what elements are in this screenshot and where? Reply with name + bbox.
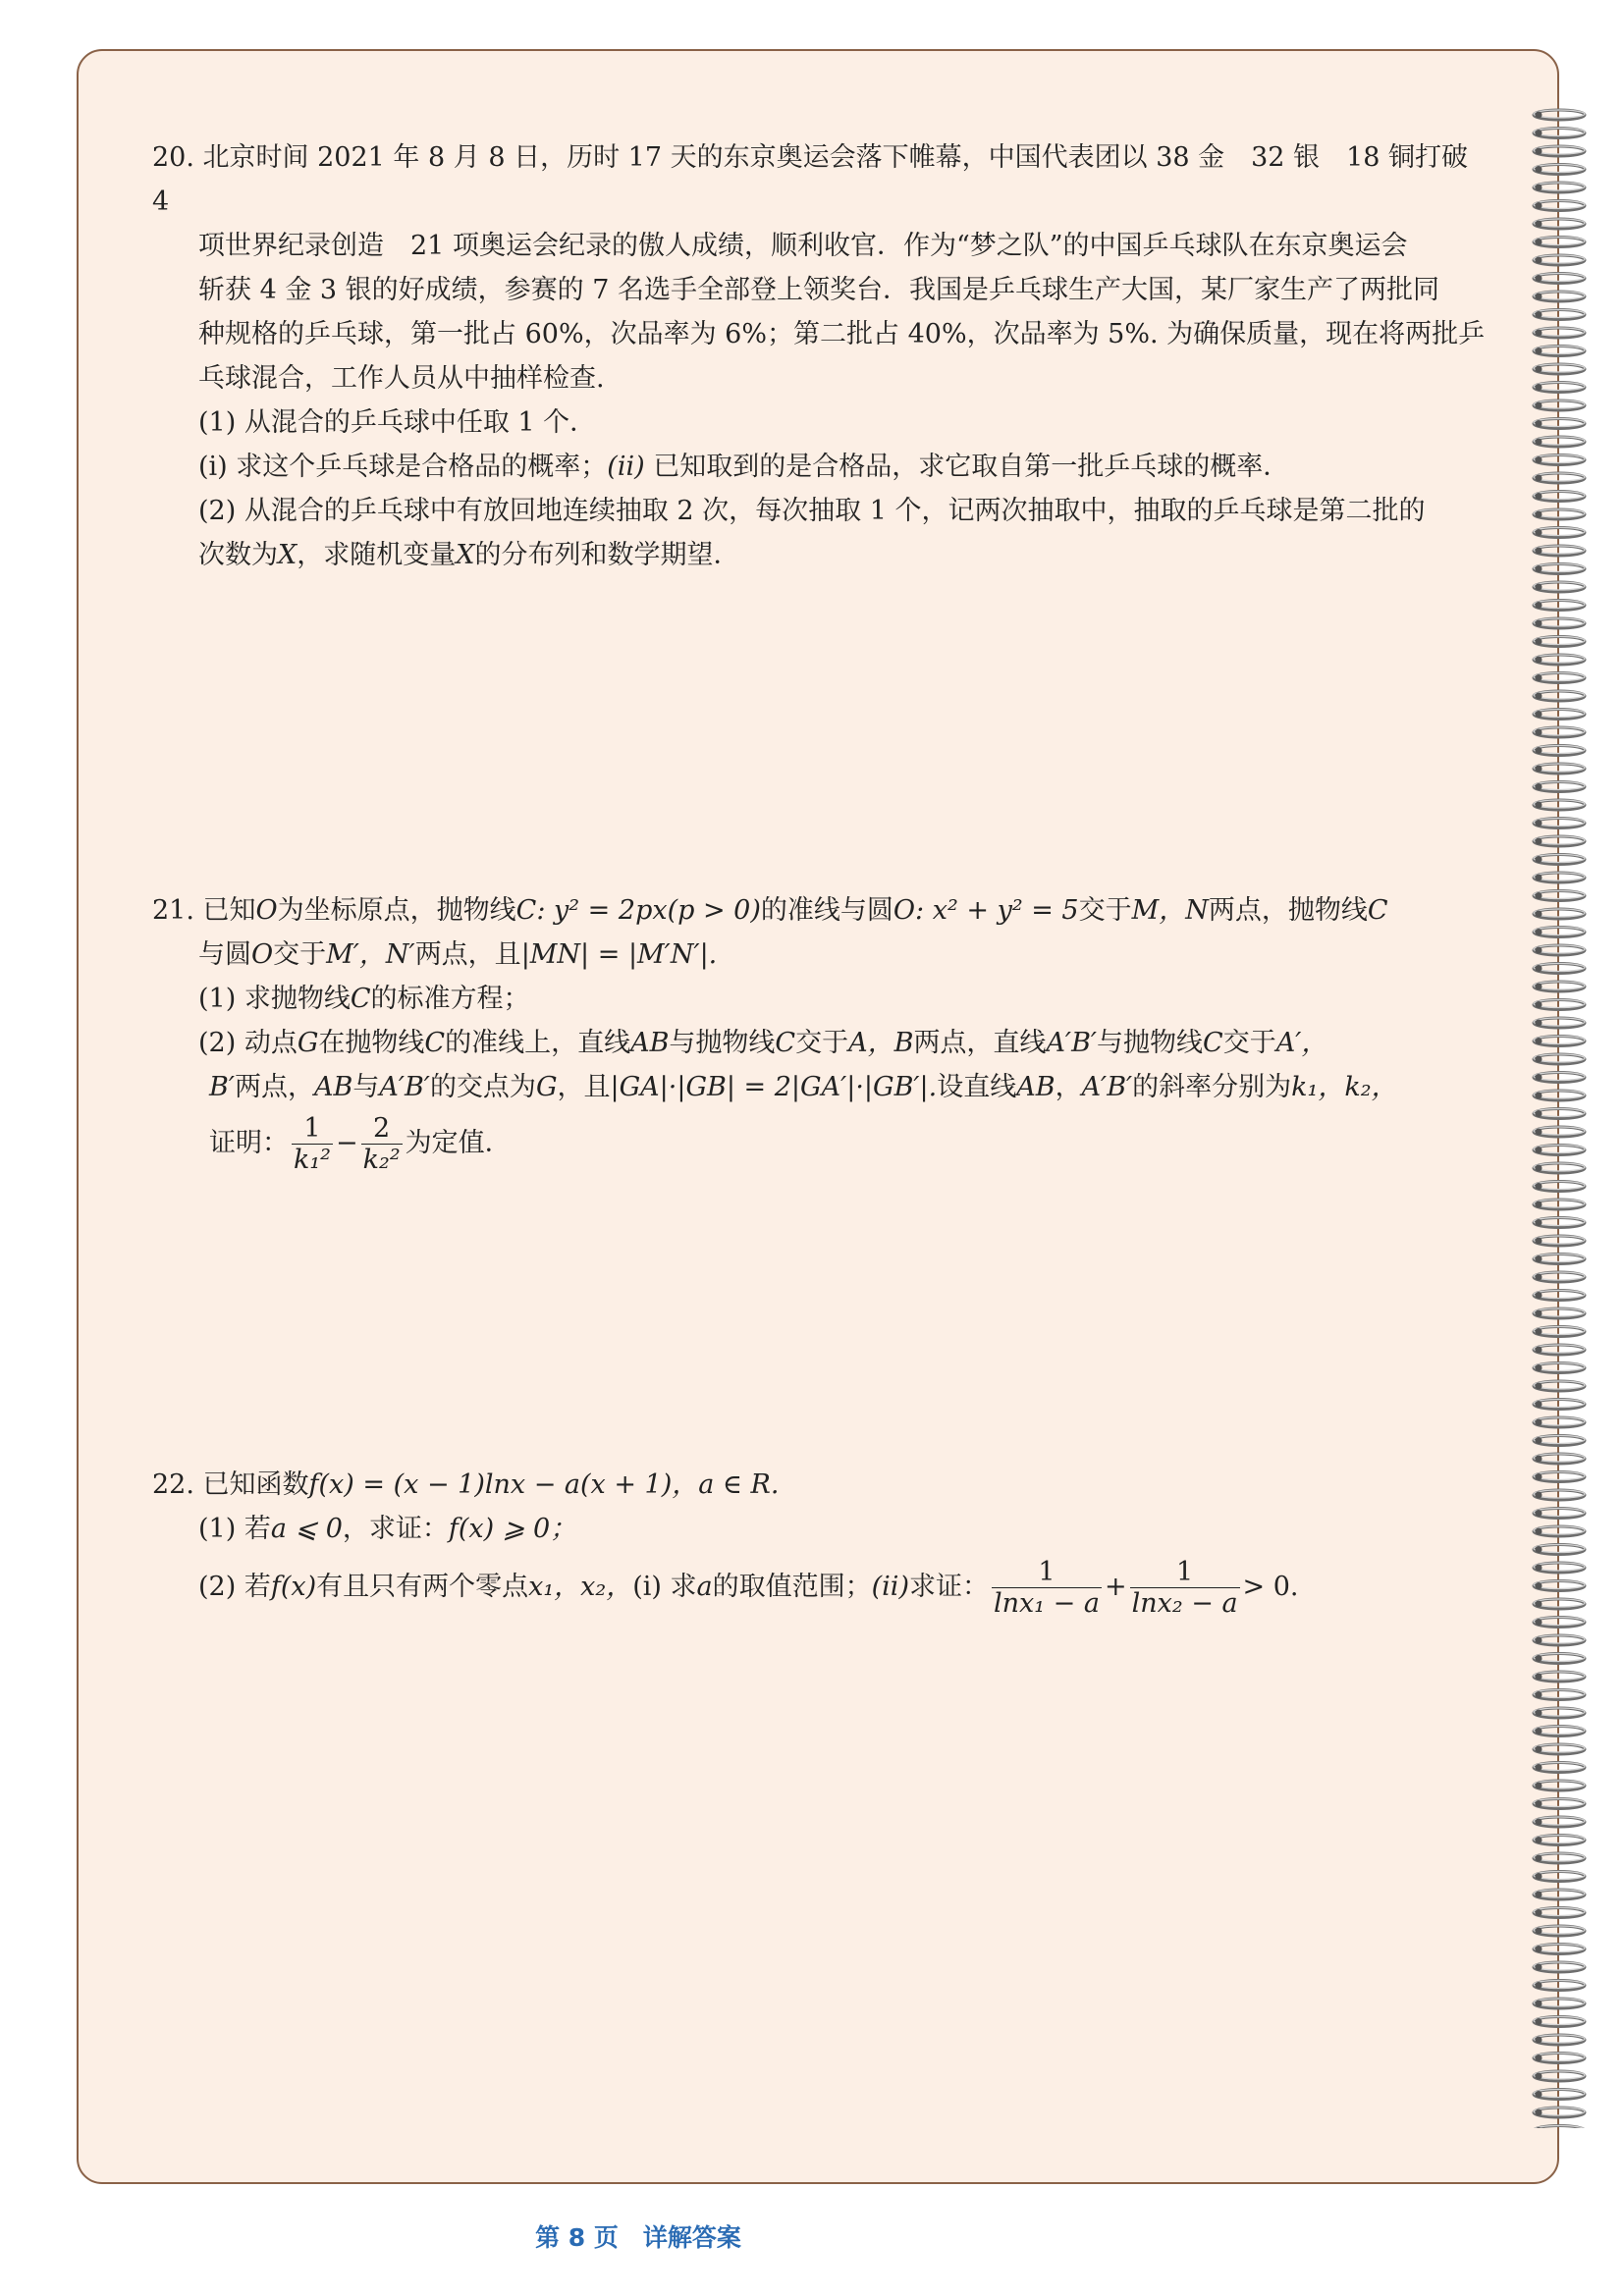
q22-line-1: 22. 已知函数f(x) = (x − 1)lnx − a(x + 1)，a ∈ R. [152, 1469, 780, 1500]
q21-part-2-line-3: 证明： $\frac{1}{\text{k₁²}}$ − $\frac{2}{\text{k₂²}}$ 为定值． [209, 1113, 512, 1176]
q20-part-2-line-1: (2) 从混合的乒乓球中有放回地连续抽取 2 次，每次抽取 1 个，记两次抽取中，抽取的乒乓球是第二批的 [198, 496, 1426, 526]
q20-part-1: (1) 从混合的乒乓球中任取 1 个． [198, 407, 597, 438]
fraction-2-over-k2-squared: $\frac{2}{\text{k₂²}}$ [362, 1113, 401, 1176]
q20-line-1: 20. 北京时间 2021 年 8 月 8 日，历时 17 天的东京奥运会落下帷幕，中国代表团以 38 金 32 银 18 铜打破 4 [152, 142, 1495, 217]
question-21 [152, 888, 1488, 1175]
q21-part-2-line-2: B′两点，AB与A′B′的交点为G，且|GA|·|GB| = 2|GA′|·|GB′|.设直线AB，A′B′的斜率分别为k₁，k₂， [209, 1072, 1398, 1102]
fraction-1-over-lnx2-minus-a: $\frac{1}{\text{lnx₂ − a}}$ [1131, 1557, 1238, 1620]
q20-part-2-line-2: 次数为X，求随机变量X的分布列和数学期望． [198, 540, 740, 570]
q21-part-2-line-1: (2) 动点G在抛物线C的准线上，直线AB与抛物线C交于A，B两点，直线A′B′与抛物线C交于A′， [198, 1028, 1328, 1058]
q21-line-1: 21. 已知O为坐标原点，抛物线C: y² = 2px(p > 0)的准线与圆O: x² + y² = 5交于M，N两点，抛物线C [152, 895, 1388, 926]
question-22 [152, 1463, 1488, 1619]
question-20 [152, 135, 1495, 577]
q22-part-2: (2) 若f(x)有且只有两个零点x₁，x₂，(i) 求a的取值范围；(ii)求证： $\frac{1}{\text{lnx₁ − a}}$ + $\frac{1}{\text{lnx₂ − a}}$ > 0. [198, 1557, 1299, 1620]
q20-line-3: 斩获 4 金 3 银的好成绩，参赛的 7 名选手全部登上领奖台．我国是乒乓球生产大国，某厂家生产了两批同 [198, 275, 1440, 305]
q20-line-4: 种规格的乒乓球，第一批占 60%，次品率为 6%；第二批占 40%，次品率为 5%. 为确保质量，现在将两批乒 [198, 319, 1486, 349]
q21-line-2: 与圆O交于M′，N′两点，且|MN| = |M′N′|. [198, 939, 718, 970]
q20-line-2: 项世界纪录创造 21 项奥运会纪录的傲人成绩，顺利收官．作为“梦之队”的中国乒乓球队在东京奥运会 [198, 231, 1408, 261]
q20-line-5: 乓球混合，工作人员从中抽样检查. [198, 363, 605, 394]
fraction-1-over-lnx1-minus-a: $\frac{1}{\text{lnx₁ − a}}$ [993, 1557, 1100, 1620]
fraction-1-over-k1-squared: $\frac{1}{\text{k₁²}}$ [294, 1113, 332, 1176]
q20-part-1-subquestions: (i) 求这个乒乓球是合格品的概率；(ii) 已知取到的是合格品，求它取自第一批乒乓球的概率． [198, 452, 1290, 482]
spiral-binding-icon [1530, 106, 1589, 2128]
page-footer: 第 8 页 详解答案 [535, 2223, 741, 2252]
q21-part-1: (1) 求抛物线C的标准方程； [198, 984, 530, 1014]
q22-part-1: (1) 若a ⩽ 0，求证：f(x) ⩾ 0； [198, 1514, 577, 1544]
